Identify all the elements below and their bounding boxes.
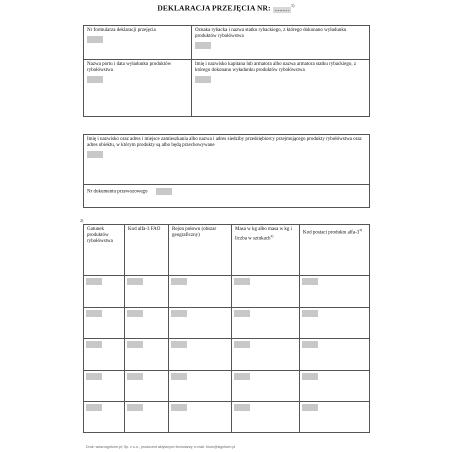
title-footnote: 1) (291, 3, 295, 8)
captain-field[interactable] (195, 76, 211, 83)
table-cell-field[interactable] (86, 341, 102, 348)
side-footnote-marker: 2) (80, 218, 84, 223)
header-species (84, 225, 124, 275)
transport-doc-field[interactable] (156, 188, 172, 195)
buyer-label: Imię i nazwisko oraz adres i miejsce zamieszkania albo nazwa i adres siedziby przedsiębiorcy przejmującego produkty rybołówstwa oraz adres obiektu, w którym produkty są albo będą przechowywane (87, 137, 362, 148)
vessel-id-cell (192, 26, 369, 59)
table-row-divider (83, 338, 370, 339)
table-cell-field[interactable] (234, 310, 250, 317)
table-row-divider (83, 275, 370, 276)
table-cell-field[interactable] (302, 310, 318, 317)
port-date-field[interactable] (87, 76, 103, 83)
footer-credit: Druk: www.signform.pl; Sp. z o.o., producent aktywnych formularzy, e-mail: biuro@signform.pl (86, 445, 236, 449)
header-fao-code-label: Kod alfa-3 FAO (128, 227, 161, 232)
header-product-code-footnote: 3) (359, 228, 363, 232)
table-cell-field[interactable] (302, 404, 318, 411)
table-cell-field[interactable] (171, 341, 187, 348)
table-cell-field[interactable] (86, 278, 102, 285)
buyer-field[interactable] (87, 151, 103, 158)
transport-doc-cell (84, 185, 369, 207)
header-product-code-label: Kod postaci produktu alfa-3 (303, 230, 360, 236)
table-cell-field[interactable] (127, 404, 143, 411)
table-cell-field[interactable] (302, 278, 318, 285)
table-cell-field[interactable] (86, 310, 102, 317)
table-cell-field[interactable] (127, 373, 143, 380)
form-number-cell (84, 26, 191, 59)
buyer-cell (84, 135, 369, 184)
header-catch-area (169, 225, 231, 275)
table-cell-field[interactable] (171, 404, 187, 411)
header-catch-area-label: Rejon połowu (obszar geograficzny) (172, 227, 217, 238)
table-cell-field[interactable] (234, 373, 250, 380)
table-row-divider (83, 401, 370, 402)
header-mass-label: Masa w kg albo masa w kg i liczba w sztukach (235, 227, 293, 242)
title-text: DEKLARACJA PRZEJĘCIA NR: (157, 3, 271, 13)
header-species-label: Gatunek produktów rybołówstwa (87, 227, 113, 244)
form-number-label: Nr formularza deklaracji przejęcia (87, 28, 156, 33)
table-cell-field[interactable] (86, 373, 102, 380)
table-cell-field[interactable] (127, 278, 143, 285)
document-title (0, 3, 452, 13)
transport-doc-label: Nr dokumentu przewozowego (87, 189, 148, 195)
table-cell-field[interactable] (171, 278, 187, 285)
table-cell-field[interactable] (302, 341, 318, 348)
table-row-divider (83, 370, 370, 371)
vessel-id-field[interactable] (195, 42, 211, 49)
vessel-id-label: Oznaka rybacka i nazwa statku rybackiego, z którego dokonano wyładunku produktów rybołówstwa (195, 28, 347, 39)
table-cell-field[interactable] (302, 373, 318, 380)
table-cell-field[interactable] (234, 341, 250, 348)
header-product-code (300, 225, 369, 275)
form-number-field[interactable] (87, 36, 103, 43)
table-cell-field[interactable] (127, 310, 143, 317)
table-row-divider (83, 307, 370, 308)
table-cell-field[interactable] (171, 310, 187, 317)
header-fao-code (125, 225, 168, 275)
declaration-number-field[interactable]: ......... (274, 6, 290, 13)
table-cell-field[interactable] (127, 341, 143, 348)
captain-cell (192, 60, 369, 116)
table-cell-field[interactable] (234, 404, 250, 411)
table-cell-field[interactable] (171, 373, 187, 380)
port-date-label: Nazwa portu i data wyładunku produktów rybołówstwa (87, 62, 172, 73)
header-mass-footnote: 4) (270, 234, 274, 238)
port-date-cell (84, 60, 191, 116)
header-mass (232, 225, 299, 275)
table-cell-field[interactable] (234, 278, 250, 285)
captain-label: Imię i nazwisko kapitana lub armatora albo nazwa armatora statku rybackiego, z którego dokonano wyładunku produktów rybołówstwa (195, 62, 357, 73)
table-cell-field[interactable] (86, 404, 102, 411)
